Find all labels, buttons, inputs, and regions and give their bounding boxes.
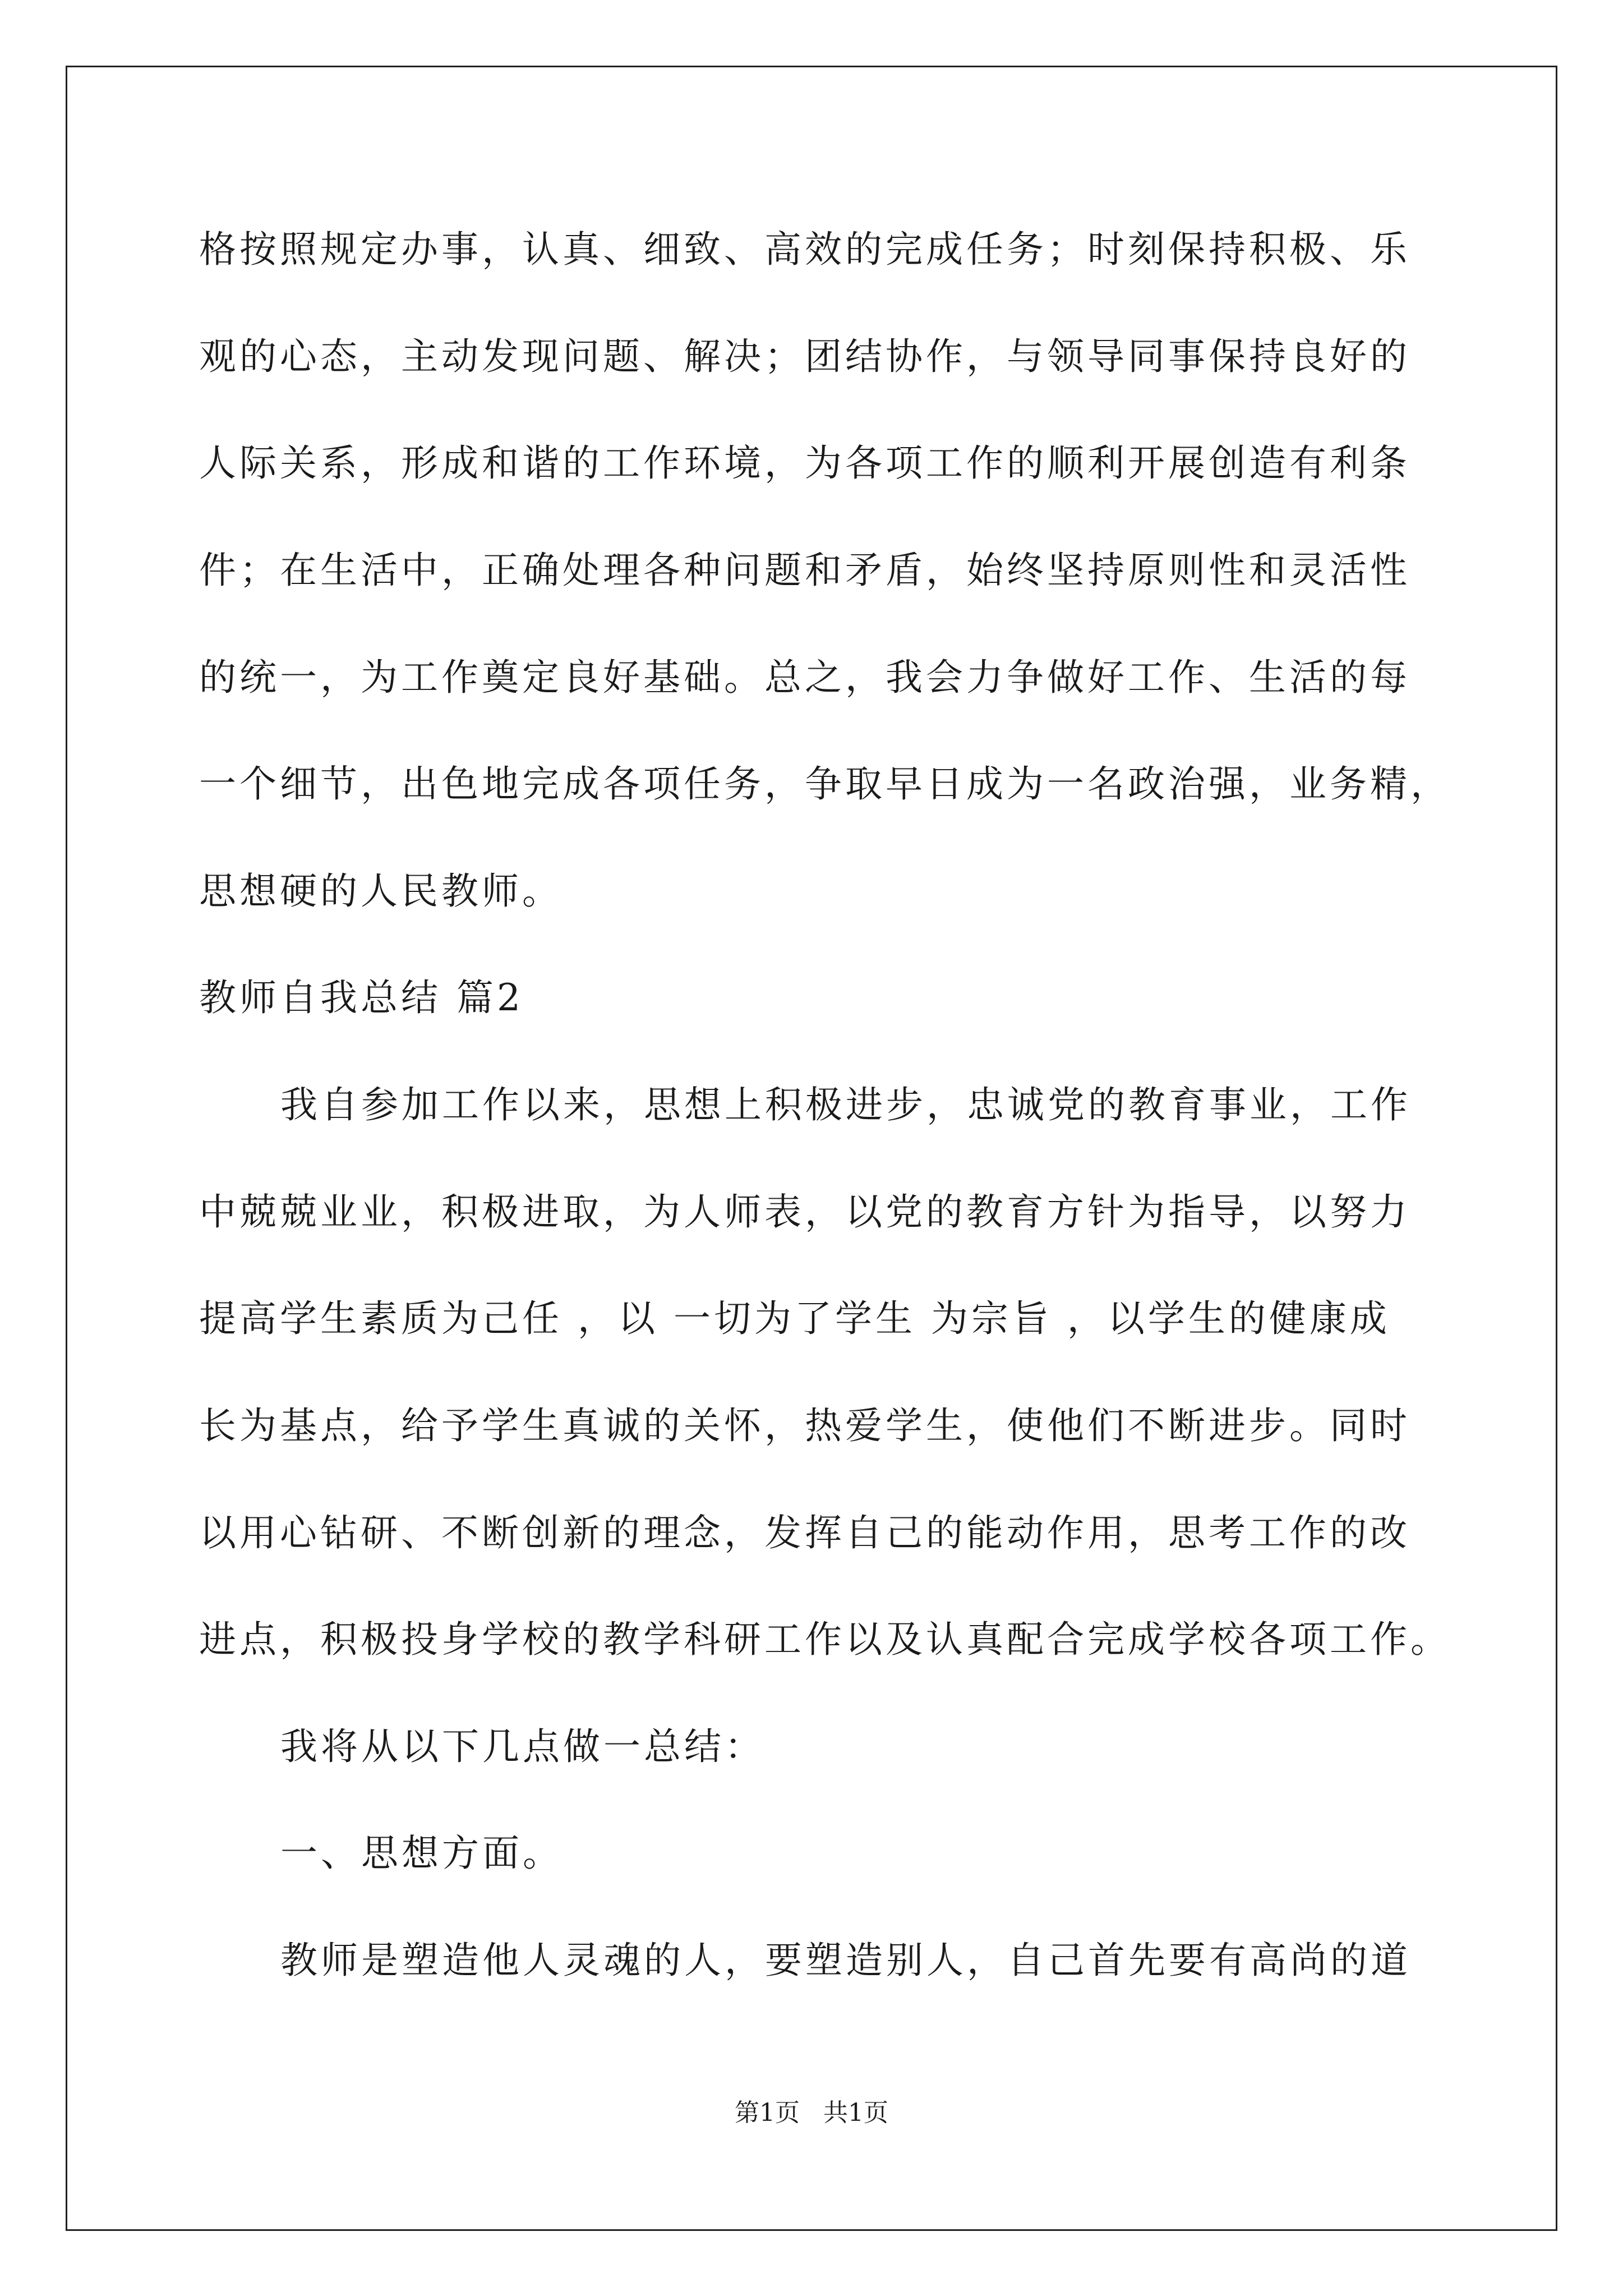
paragraph-line-2: 观的心态，主动发现问题、解决；团结协作，与领导同事保持良好的 xyxy=(199,335,1410,378)
paragraph-line-5: 的统一，为工作奠定良好基础。总之，我会力争做好工作、生活的每 xyxy=(199,656,1410,699)
paragraph-line-3: 人际关系，形成和谐的工作环境，为各项工作的顺利开展创造有利条 xyxy=(199,441,1410,485)
paragraph-line-6: 一个细节，出色地完成各项任务，争取早日成为一名政治强，业务精， xyxy=(199,762,1451,806)
section-heading: 教师自我总结 篇2 xyxy=(199,976,524,1019)
paragraph-line-12: 长为基点，给予学生真诚的关怀，热爱学生，使他们不断进步。同时 xyxy=(199,1404,1410,1447)
paragraph-line-13: 以用心钻研、不断创新的理念，发挥自己的能动作用，思考工作的改 xyxy=(199,1511,1410,1554)
paragraph-line-11: 提高学生素质为己任 ，以 一切为了学生 为宗旨 ，以学生的健康成 xyxy=(199,1297,1390,1340)
paragraph-line-4: 件；在生活中，正确处理各种问题和矛盾，始终坚持原则性和灵活性 xyxy=(199,549,1410,592)
paragraph-line-1: 格按照规定办事，认真、细致、高效的完成任务；时刻保持积极、乐 xyxy=(199,228,1410,271)
paragraph-line-10: 中兢兢业业，积极进取，为人师表，以党的教育方针为指导，以努力 xyxy=(199,1190,1410,1234)
page-border xyxy=(66,66,1557,2231)
paragraph-line-14: 进点，积极投身学校的教学科研工作以及认真配合完成学校各项工作。 xyxy=(199,1618,1451,1661)
paragraph-line-17: 教师是塑造他人灵魂的人，要塑造别人，自己首先要有高尚的道 xyxy=(280,1939,1411,1982)
paragraph-line-9: 我自参加工作以来，思想上积极进步，忠诚党的教育事业，工作 xyxy=(280,1083,1411,1126)
paragraph-line-7: 思想硬的人民教师。 xyxy=(199,869,562,913)
paragraph-line-16: 一、思想方面。 xyxy=(280,1832,563,1875)
page-footer: 第1页 共1页 xyxy=(735,2099,888,2127)
paragraph-line-15: 我将从以下几点做一总结： xyxy=(280,1725,765,1768)
